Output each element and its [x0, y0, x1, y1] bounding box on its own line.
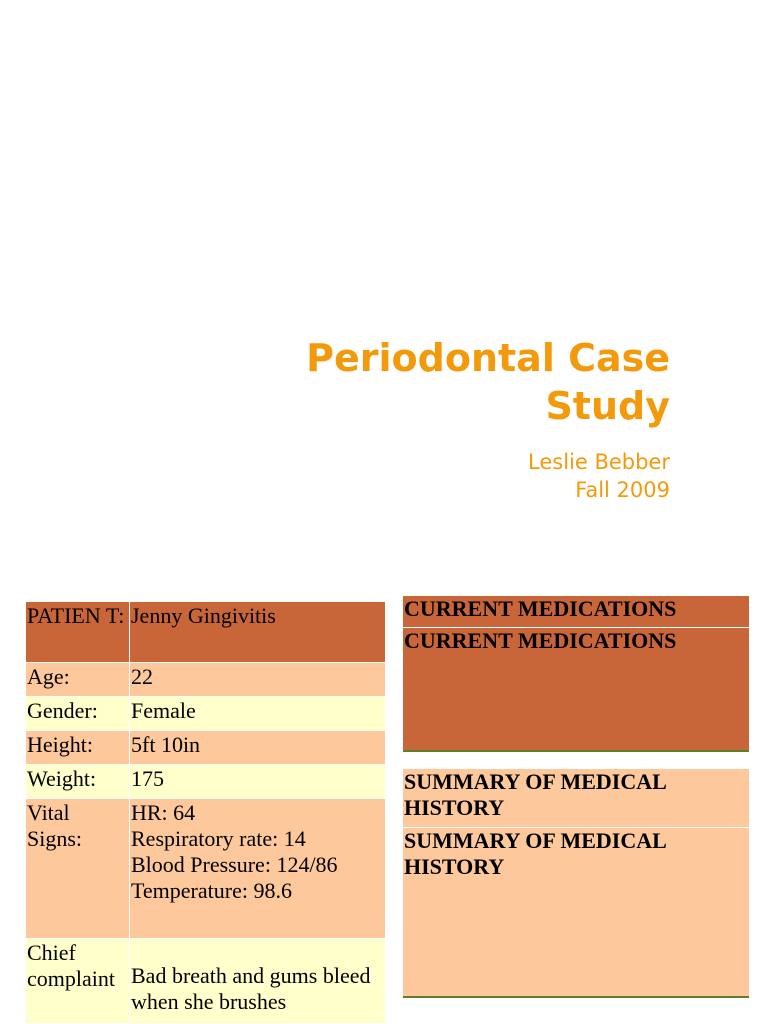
- current-medications-box: [403, 596, 749, 752]
- vital-respiratory-rate: Respiratory rate: 14: [131, 826, 306, 851]
- cell-label: Age:: [26, 663, 130, 697]
- vital-blood-pressure: Blood Pressure: 124/86: [131, 852, 338, 877]
- cell-label: Height:: [26, 731, 130, 765]
- history-header: SUMMARY OF MEDICAL HISTORY: [403, 769, 749, 828]
- cell-value: 5ft 10in: [130, 731, 386, 765]
- author-name: Leslie Bebber: [528, 450, 670, 474]
- vital-hr: HR: 64: [131, 800, 196, 825]
- cell-label: Chief complaint: [26, 939, 130, 1024]
- slide-title-line1: Periodontal Case: [306, 336, 670, 380]
- patient-info-table: [25, 601, 386, 1024]
- cell-value: Female: [130, 697, 386, 731]
- medical-history-box: [403, 769, 749, 998]
- table-row-height: [26, 731, 386, 765]
- slide-subtitle: [170, 448, 670, 504]
- slide-title: [170, 334, 670, 430]
- medications-body: CURRENT MEDICATIONS: [404, 628, 677, 653]
- medications-header: CURRENT MEDICATIONS: [403, 596, 749, 628]
- term: Fall 2009: [575, 478, 670, 502]
- table-row-vital-signs: [26, 799, 386, 939]
- table-row-weight: [26, 765, 386, 799]
- table-row-patient: [26, 602, 386, 663]
- cell-value: [130, 799, 386, 939]
- history-body: SUMMARY OF MEDICAL HISTORY: [404, 828, 666, 879]
- cell-value: 22: [130, 663, 386, 697]
- cell-value: Jenny Gingivitis: [130, 602, 386, 663]
- title-block: [170, 334, 670, 504]
- cell-value: Bad breath and gums bleed when she brushes: [130, 939, 386, 1024]
- cell-label: PATIEN T:: [26, 602, 130, 663]
- table-row-age: [26, 663, 386, 697]
- cell-label: Vital Signs:: [26, 799, 130, 939]
- cell-label: Weight:: [26, 765, 130, 799]
- table-row-gender: [26, 697, 386, 731]
- slide-title-line2: Study: [545, 384, 670, 428]
- vital-temperature: Temperature: 98.6: [131, 878, 292, 903]
- cell-label: Gender:: [26, 697, 130, 731]
- table-row-chief-complaint: [26, 939, 386, 1024]
- cell-value: 175: [130, 765, 386, 799]
